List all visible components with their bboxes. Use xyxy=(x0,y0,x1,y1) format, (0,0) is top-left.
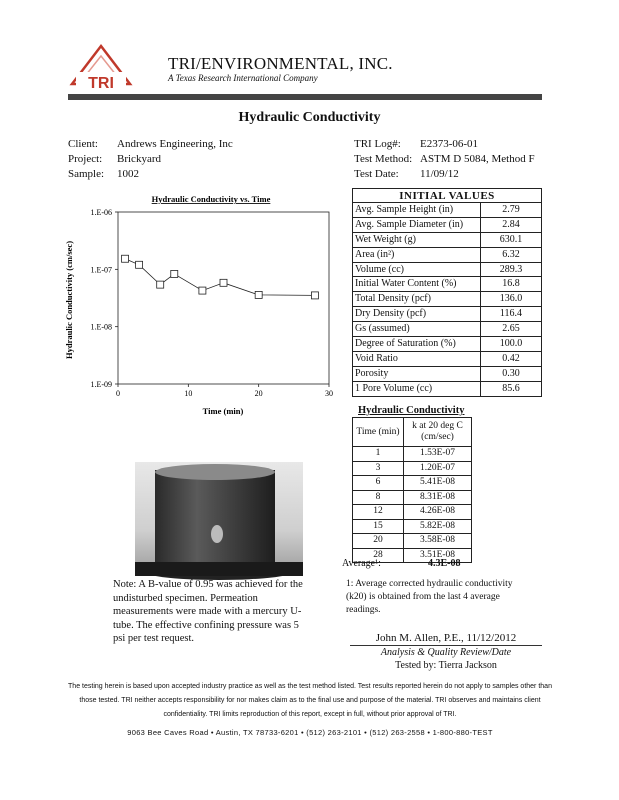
average-label: Average¹: xyxy=(342,558,381,569)
hk-row xyxy=(353,534,472,549)
sample-label: Sample: xyxy=(68,168,105,180)
initial-value: 630.1 xyxy=(481,232,542,247)
initial-values-row xyxy=(353,247,542,262)
initial-value: 100.0 xyxy=(481,337,542,352)
data-point xyxy=(136,261,143,268)
project-value: Brickyard xyxy=(117,153,161,165)
initial-values-row xyxy=(353,381,542,396)
data-point xyxy=(311,292,318,299)
initial-value: 2.79 xyxy=(481,203,542,218)
chart-title: Hydraulic Conductivity vs. Time xyxy=(151,194,271,204)
initial-value-label: Degree of Saturation (%) xyxy=(353,337,481,352)
y-tick-label: 1.E-07 xyxy=(90,265,112,275)
data-point xyxy=(171,270,178,277)
header-rule xyxy=(68,94,542,100)
hk-time: 8 xyxy=(353,490,404,505)
initial-value: 16.8 xyxy=(481,277,542,292)
initial-values-row xyxy=(353,322,542,337)
hk-time: 15 xyxy=(353,519,404,534)
review-label: Analysis & Quality Review/Date xyxy=(380,647,512,658)
y-tick-label: 1.E-08 xyxy=(90,322,112,332)
initial-values-row xyxy=(353,366,542,381)
log-label: TRI Log#: xyxy=(354,138,401,150)
data-point xyxy=(199,287,206,294)
hk-row xyxy=(353,519,472,534)
initial-values-row xyxy=(353,203,542,218)
hk-k-value: 1.20E-07 xyxy=(404,461,472,476)
x-tick-label: 10 xyxy=(184,389,193,398)
initial-values-row xyxy=(353,262,542,277)
hk-col-k: k at 20 deg C (cm/sec) xyxy=(404,418,472,447)
hk-time: 3 xyxy=(353,461,404,476)
hk-k-value: 5.41E-08 xyxy=(404,476,472,491)
x-tick-label: 30 xyxy=(325,389,333,398)
hk-k-value: 8.31E-08 xyxy=(404,490,472,505)
hk-k-value: 3.58E-08 xyxy=(404,534,472,549)
initial-values-table xyxy=(352,188,542,397)
initial-value: 2.65 xyxy=(481,322,542,337)
signature: John M. Allen, P.E., 11/12/2012 xyxy=(375,632,517,644)
client-label: Client: xyxy=(68,138,98,150)
initial-value-label: Dry Density (pcf) xyxy=(353,307,481,322)
hk-k-value: 5.82E-08 xyxy=(404,519,472,534)
document-title: Hydraulic Conductivity xyxy=(238,110,381,125)
initial-value-label: Avg. Sample Diameter (in) xyxy=(353,217,481,232)
initial-value-label: Initial Water Content (%) xyxy=(353,277,481,292)
hk-table xyxy=(352,417,472,563)
data-point xyxy=(157,281,164,288)
company-tagline: A Texas Research International Company xyxy=(168,73,318,83)
client-value: Andrews Engineering, Inc xyxy=(117,138,233,150)
x-axis-label: Time (min) xyxy=(202,406,244,416)
note-left: Note: A B-value of 0.95 was achieved for the undisturbed specimen. Permeation measurements were made with a mercury U-tube. The effective confining pressure was 5 psi per test request. xyxy=(113,579,303,644)
initial-value: 0.30 xyxy=(481,366,542,381)
initial-value: 6.32 xyxy=(481,247,542,262)
x-tick-label: 0 xyxy=(116,389,120,398)
initial-value-label: Porosity xyxy=(353,366,481,381)
initial-values-row xyxy=(353,232,542,247)
y-tick-label: 1.E-06 xyxy=(90,208,112,217)
date-label: Test Date: xyxy=(354,168,399,180)
initial-values-title: INITIAL VALUES xyxy=(353,189,542,203)
data-point xyxy=(255,291,262,298)
hk-time: 28 xyxy=(353,548,404,563)
date-value: 11/09/12 xyxy=(420,168,459,180)
hydraulic-conductivity-chart xyxy=(66,190,346,420)
average-value: 4.3E-08 xyxy=(428,558,461,569)
initial-value-label: Gs (assumed) xyxy=(353,322,481,337)
initial-value-label: 1 Pore Volume (cc) xyxy=(353,381,481,396)
hk-k-value: 3.51E-08 xyxy=(404,548,472,563)
log-value: E2373-06-01 xyxy=(420,138,479,150)
project-label: Project: xyxy=(68,153,103,165)
initial-values-row xyxy=(353,292,542,307)
initial-value-label: Total Density (pcf) xyxy=(353,292,481,307)
hk-time: 12 xyxy=(353,505,404,520)
series-line xyxy=(125,259,315,296)
x-tick-label: 20 xyxy=(254,389,263,398)
initial-values-row xyxy=(353,307,542,322)
initial-value: 0.42 xyxy=(481,351,542,366)
signature-line xyxy=(350,645,542,646)
initial-value-label: Volume (cc) xyxy=(353,262,481,277)
company-name: TRI/ENVIRONMENTAL, INC. xyxy=(168,54,393,73)
initial-value: 136.0 xyxy=(481,292,542,307)
tri-logo xyxy=(68,44,134,94)
hk-row xyxy=(353,505,472,520)
data-point xyxy=(220,279,227,286)
initial-value: 85.6 xyxy=(481,381,542,396)
initial-value-label: Area (in²) xyxy=(353,247,481,262)
initial-value-label: Avg. Sample Height (in) xyxy=(353,203,481,218)
hk-time: 1 xyxy=(353,447,404,462)
hk-k-value: 1.53E-07 xyxy=(404,447,472,462)
initial-value-label: Wet Weight (g) xyxy=(353,232,481,247)
tested-by: Tested by: Tierra Jackson xyxy=(395,660,497,671)
hk-row xyxy=(353,490,472,505)
initial-values-row xyxy=(353,337,542,352)
disclaimer: The testing herein is based upon accepted industry practice as well as the test method listed. Test results reported herein do not apply to samples other than those tested. TRI neither accepts responsibility for nor makes claim as to the final use and purpose of the material. TRI observes and maintains client confidentiality. TRI limits reproduction of this report, except in full, without prior approval of TRI. xyxy=(68,683,552,718)
data-point xyxy=(122,255,129,262)
hk-table-title: Hydraulic Conductivity xyxy=(358,405,465,416)
initial-values-row xyxy=(353,277,542,292)
address: 9063 Bee Caves Road • Austin, TX 78733-6201 • (512) 263-2101 • (512) 263-2558 • 1-800-880-TEST xyxy=(127,728,493,737)
initial-value: 116.4 xyxy=(481,307,542,322)
initial-values-row xyxy=(353,351,542,366)
hk-time: 6 xyxy=(353,476,404,491)
initial-values-row xyxy=(353,217,542,232)
hk-row xyxy=(353,476,472,491)
hk-row xyxy=(353,447,472,462)
logo-text: TRI xyxy=(88,75,114,92)
hk-time: 20 xyxy=(353,534,404,549)
plot-area xyxy=(118,212,329,384)
y-axis-label: Hydraulic Conductivity (cm/sec) xyxy=(64,240,74,360)
initial-value-label: Void Ratio xyxy=(353,351,481,366)
sample-value: 1002 xyxy=(117,168,139,180)
hk-k-value: 4.26E-08 xyxy=(404,505,472,520)
sample-photo xyxy=(135,462,303,576)
note-right: 1: Average corrected hydraulic conductivity (k20) is obtained from the last 4 average readings. xyxy=(346,579,513,615)
method-value: ASTM D 5084, Method F xyxy=(420,153,535,165)
hk-row xyxy=(353,461,472,476)
y-tick-label: 1.E-09 xyxy=(90,380,112,389)
initial-value: 2.84 xyxy=(481,217,542,232)
hk-col-time: Time (min) xyxy=(353,418,404,447)
initial-value: 289.3 xyxy=(481,262,542,277)
method-label: Test Method: xyxy=(354,153,413,165)
